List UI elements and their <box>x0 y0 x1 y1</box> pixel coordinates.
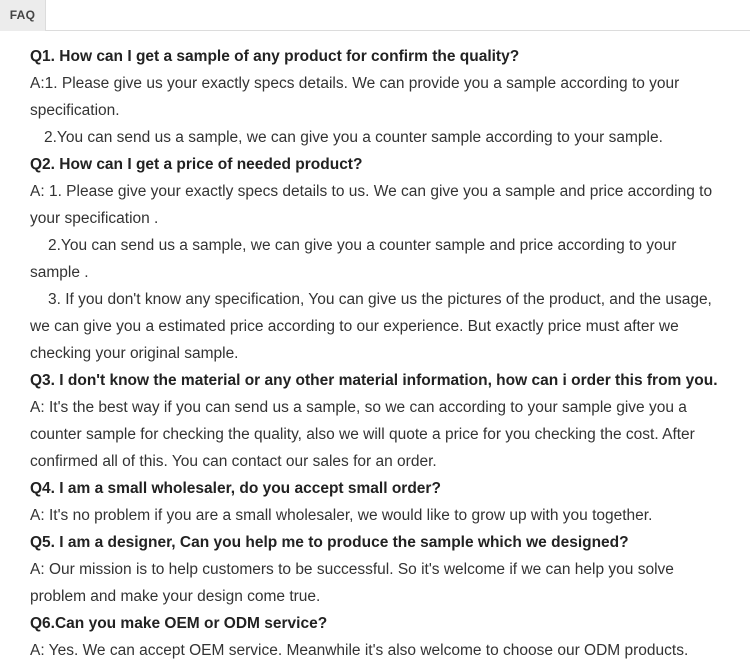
faq-item-6 <box>30 610 742 664</box>
faq-answer-line: A: 1. Please give your exactly specs details to us. We can give you a sample and price according to <box>30 183 713 200</box>
faq-answer-line: counter sample for checking the quality, also we will quote a price for you checking the cost. After <box>30 426 695 443</box>
faq-question: Q2. How can I get a price of needed product? <box>30 156 363 173</box>
tab-bar <box>0 0 750 31</box>
faq-question: Q3. I don't know the material or any other material information, how can i order this from you. <box>30 372 718 389</box>
faq-question: Q4. I am a small wholesaler, do you accept small order? <box>30 480 441 497</box>
faq-answer-line: checking your original sample. <box>30 345 239 362</box>
faq-question: Q6.Can you make OEM or ODM service? <box>30 615 328 632</box>
faq-answer-line: 3. If you don't know any specification, You can give us the pictures of the product, and the usage, <box>48 291 712 308</box>
faq-answer-line: specification. <box>30 102 120 119</box>
faq-answer-line: problem and make your design come true. <box>30 588 321 605</box>
faq-item-5 <box>30 529 742 610</box>
faq-question: Q5. I am a designer, Can you help me to produce the sample which we designed? <box>30 534 629 551</box>
faq-item-2 <box>30 151 742 367</box>
faq-answer-line: sample . <box>30 264 89 281</box>
faq-answer-line: your specification . <box>30 210 159 227</box>
faq-item-4 <box>30 475 742 529</box>
faq-answer-line: 2.You can send us a sample, we can give you a counter sample according to your sample. <box>44 129 663 146</box>
faq-answer-line: A:1. Please give us your exactly specs details. We can provide you a sample according to your <box>30 75 680 92</box>
faq-answer-line: confirmed all of this. You can contact our sales for an order. <box>30 453 437 470</box>
faq-question: Q1. How can I get a sample of any product for confirm the quality? <box>30 48 520 65</box>
faq-answer-line: A: Yes. We can accept OEM service. Meanwhile it's also welcome to choose our ODM products. <box>30 642 689 659</box>
faq-answer-line: 2.You can send us a sample, we can give you a counter sample and price according to your <box>48 237 677 254</box>
faq-item-1 <box>30 43 742 151</box>
tab-faq[interactable]: FAQ <box>0 0 46 31</box>
faq-content <box>30 43 742 664</box>
faq-item-3 <box>30 367 742 475</box>
faq-answer-line: A: It's the best way if you can send us a sample, so we can according to your sample give you a <box>30 399 687 416</box>
faq-answer-line: A: Our mission is to help customers to be successful. So it's welcome if we can help you solve <box>30 561 674 578</box>
faq-answer-line: A: It's no problem if you are a small wholesaler, we would like to grow up with you together. <box>30 507 653 524</box>
faq-answer-line: we can give you a estimated price according to our experience. But exactly price must after we <box>30 318 679 335</box>
